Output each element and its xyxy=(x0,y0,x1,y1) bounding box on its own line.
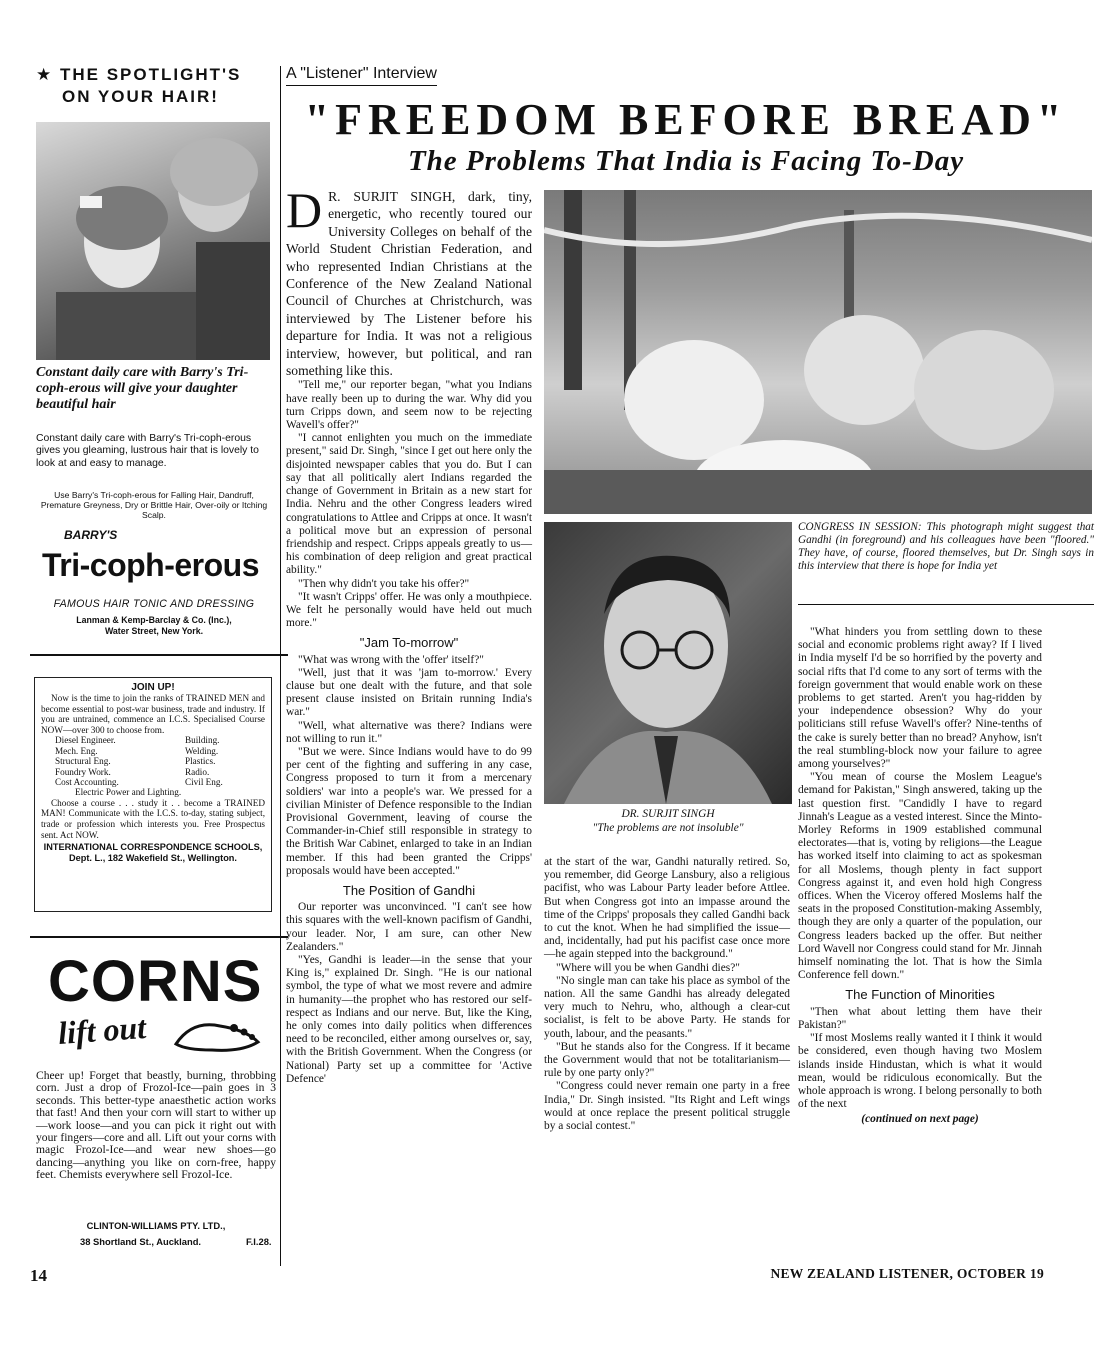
brand-address: Water Street, New York. xyxy=(104,626,204,636)
ics-ad-title: JOIN UP! xyxy=(131,682,175,693)
article-paragraph: "Then what about letting them have their Pakistan?" xyxy=(798,1005,1042,1031)
ics-course-row: Mech. Eng. Welding. xyxy=(55,745,219,756)
article-paragraph: "What hinders you from settling down to these social and economic problems right away? If I lived in India myself I'd be so horrified by the poverty and social rifts that I'd come to any sort of terms with the foreign government that would enable work on these problems to get started. Aren't you hag-ridden by your independence obsession? Why do your politicians still refuse Wavell's offer? Nine-tenths of the cake is surely better than no bread? Anyhow, isn't the real stumbling-block now your failure to agree among yourselves?" xyxy=(798,626,1042,771)
article-paragraph: "Then why didn't you take his offer?" xyxy=(298,577,470,590)
corns-title: CORNS xyxy=(48,949,263,1014)
ics-ad-body: Now is the time to join the ranks of TRAINED MEN and become essential to post-war business, trade and industry. If you are untrained, commence an I.C.S. Specialised Course NOW—over 300 to choose from. xyxy=(41,693,265,735)
corns-company: CLINTON-WILLIAMS PTY. LTD., xyxy=(86,1220,226,1231)
article-headline: "FREEDOM BEFORE BREAD" xyxy=(304,95,1068,144)
article-column-1 xyxy=(286,182,532,1086)
congress-session-photo xyxy=(544,190,1092,514)
brand-small: BARRY'S xyxy=(64,528,118,542)
article-paragraph: "I cannot enlighten you much on the immediate present," said Dr. Singh, "since I get out here only the disjointed newspaper cables that you do. But I can say that all politically alert Indians regarded the change of Government in Britain as a new start for India. Nehru and the other Congress leaders wired congratulations to Attlee and Cripps at once. It wasn't a political move but an expression of personal friendship and respect. Cripps appeals greatly to us—his combination of deep religion and great practical ability." xyxy=(286,432,532,577)
photo-caption: CONGRESS IN SESSION: This photograph might suggest that Gandhi (in foreground) and his colleagues have been "floored." They have, of course, floored themselves, but Dr. Singh says in this interview that there is hope for India yet xyxy=(798,521,1094,572)
ics-course-row: Foundry Work. Radio. xyxy=(55,766,210,777)
brand-maker: Lanman & Kemp-Barclay & Co. (Inc.), xyxy=(76,615,232,625)
hair-ad-body: Constant daily care with Barry's Tri-coph-erous gives you gleaming, lustrous hair that is lovely to look at and easy to manage. xyxy=(36,433,259,469)
ics-ad-address: Dept. L., 182 Wakefield St., Wellington. xyxy=(69,853,237,864)
ics-course-row: Diesel Engineer. Building. xyxy=(55,735,220,746)
article-paragraph: "What was wrong with the 'offer' itself?" xyxy=(298,653,484,666)
article-column-2 xyxy=(544,856,790,1133)
hair-ad-uses: Use Barry's Tri-coph-erous for Falling Hair, Dandruff, Premature Greyness, Dry or Brittle Hair, Over-oily or Itching Scalp. xyxy=(40,490,268,521)
article-paragraph: "Well, just that it was 'jam to-morrow.' Every clause but one dealt with the future, and that sole present clause insisted on Britain running India's war." xyxy=(286,666,532,719)
ics-course-list xyxy=(41,735,265,797)
spotlight-heading: ★ THE SPOTLIGHT'S ON YOUR HAIR! xyxy=(36,65,242,106)
ics-course-last: Electric Power and Lighting. xyxy=(75,787,182,798)
ics-ad-org: INTERNATIONAL CORRESPONDENCE SCHOOLS, xyxy=(43,842,263,853)
left-divider-1 xyxy=(30,654,288,656)
page-number: 14 xyxy=(30,1266,47,1285)
subhead-jam-tomorrow: "Jam To-morrow" xyxy=(359,635,459,651)
column-rule-left xyxy=(280,66,281,1266)
drop-cap: D xyxy=(286,182,323,238)
article-paragraph: "Well, what alternative was there? Indians were not willing to run it." xyxy=(286,719,532,745)
corns-body: Cheer up! Forget that beastly, burning, throbbing corn. Just a drop of Frozol-Ice—pain goes in 3 seconds. This better-type anaesthetic action works that fast! And then your corn will start to wither up—work loose—and you can pick it right out with your fingers—core and all. Lift out your corns with magic Frozol-Ice—and wear new shoes—go dancing—anything you like on corn-free, happy feet. Chemists everywhere sell Frozol-Ice. xyxy=(36,1069,276,1182)
ics-ad-box xyxy=(34,677,272,912)
article-paragraph: "But we were. Since Indians would have to do 99 per cent of the fighting and suffering in any case, Congress proposed to turn it from a mercenary soldiers' war into a people's war. We pressed for a civilian Minister of Defence responsible to the Indian Provisional Government, leaving of course the Commander-in-Chief still responsible in strategy to the British War Cabinet, enlarged to take in an Indian member. If this had been granted the Cripps' proposals would have been accepted." xyxy=(286,745,532,877)
brand-tagline: FAMOUS HAIR TONIC AND DRESSING xyxy=(53,598,255,610)
subhead-function-of-minorities: The Function of Minorities xyxy=(845,987,995,1003)
article-paragraph: "Where will you be when Gandhi dies?" xyxy=(556,961,740,974)
hair-ad-headline: Constant daily care with Barry's Tri-coph-erous will give your daughter beautiful hair xyxy=(36,365,249,412)
ics-ad-choose: Choose a course . . . study it . . become a TRAINED MAN! Communicate with the I.C.S. to-day, stating subject, trade or profession which interests you. Free Prospectus sent. Act NOW. xyxy=(41,797,265,840)
hair-ad-photo xyxy=(36,122,270,360)
article-paragraph: "If most Moslems really wanted it I think it would be considered, even though having two Moslem islands inside Hindustan, which is what it would mean, would be ridiculous economically. But the whole approach is wrong. I belong personally to both of the next xyxy=(798,1032,1042,1111)
article-paragraph: at the start of the war, Gandhi naturally retired. So, you remember, did George Lansbury, also a religious pacifist, who was Labour Party leader before Attlee. But when Congress got into an impasse around the time of the Cripps' proposals they called Gandhi back to cut the knot. When he had simplified the issue—and, incidentally, had put his pacifist case once more—he again stepped into the background." xyxy=(544,856,790,961)
article-paragraph: "Congress could never remain one party in a free India," Dr. Singh insisted. "Its Right and Left wings would at once replace the present political struggle by a social contest." xyxy=(544,1080,790,1133)
publication-footer: NEW ZEALAND LISTENER, OCTOBER 19 xyxy=(770,1266,1044,1281)
article-paragraph: "Yes, Gandhi is leader—in the sense that your King is," explained Dr. Singh. "He is our national symbol, the type of what we most revere and admire in humanity—the prophet who has restored our self-respect as Indians and our nerve. But, like the King, he only comes into daily politics when differences need to be reconciled, either among ourselves or, say, with the British Government. When the Congress (or National) Party set up a committee for 'Active Defence' xyxy=(286,954,532,1085)
continued-note: (continued on next page) xyxy=(861,1113,979,1126)
article-paragraph: "But he stands also for the Congress. If it became the Government would that not be totalitarianism—rule by one party only?" xyxy=(544,1040,790,1080)
article-paragraph: "Tell me," our reporter began, "what you Indians have really been up to during the war. Why did you turn Cripps down, and seem now to be rejecting Wavell's offer?" xyxy=(286,379,532,432)
article-column-3 xyxy=(798,626,1042,1127)
article-paragraph: "No single man can take his place as symbol of the nation. All the same Gandhi has already delegated very much to Nehru, who, although a clear-cut socialist, is felt to be above Party. He stands for youth, labour, and the peasants." xyxy=(544,974,790,1040)
brand-logo: Tri-coph-erous xyxy=(42,547,260,583)
ics-course-row: Cost Accounting. Civil Eng. xyxy=(55,777,223,787)
article-paragraph: Our reporter was unconvinced. "I can't see how this squares with the well-known pacifism of Gandhi, your leader. Nor, I am sure, can other New Zealanders." xyxy=(286,901,532,953)
article-kicker: A "Listener" Interview xyxy=(286,64,437,86)
star-icon: ★ xyxy=(36,65,54,84)
ics-course-row: Structural Eng. Plastics. xyxy=(55,756,216,767)
left-divider-2 xyxy=(30,936,288,938)
article-lead-paragraph: D R. SURJIT SINGH, dark, tiny, energetic, who recently toured our University Colleges on behalf of the World Student Christian Federation, and who represented Indian Christians at the Conference of the New Zealand National Council of Churches at Christchurch, was interviewed by The Listener before his departure for India. It was not a religious interview, however, but political, and ran something like this. xyxy=(286,182,532,379)
subhead-position-of-gandhi: The Position of Gandhi xyxy=(342,882,476,898)
article-subheadline: The Problems That India is Facing To-Day xyxy=(407,145,965,177)
foot-icon xyxy=(172,1014,262,1054)
article-paragraph: "You mean of course the Moslem League's demand for Pakistan," Singh answered, taking up the last question first. "Candidly I have to regard Jinnah's League as a vested interest. Since the Minto-Morley Reforms in 1909 established communal electorates—that is, voting by religions—the League has worked itself into claiming to act as spokesman for all Moslems, though plenty in fact support Congress against it, and even hold high Congress offices. When the Viceroy offered Moslems half the seats in the proposed Constitution-making Assembly, though they are only a quarter of the population, our Congress leaders backed up the offer. But neither Lord Wavell nor Congress could stand for Mr. Jinnah himself nominating the lot. That is how the Simla Conference fell down." xyxy=(798,771,1042,982)
article-paragraph: "It wasn't Cripps' offer. He was only a mouthpiece. We felt he personally would have held out much more." xyxy=(286,590,532,630)
caption-rule xyxy=(798,604,1094,605)
corns-code: F.I.28. xyxy=(246,1236,272,1247)
portrait-quote: "The problems are not insoluble" xyxy=(592,822,744,834)
corns-script: lift out xyxy=(56,1008,148,1052)
portrait-name: DR. SURJIT SINGH xyxy=(621,808,715,820)
surjit-singh-portrait xyxy=(544,522,792,804)
corns-address: 38 Shortland St., Auckland. xyxy=(80,1236,202,1247)
